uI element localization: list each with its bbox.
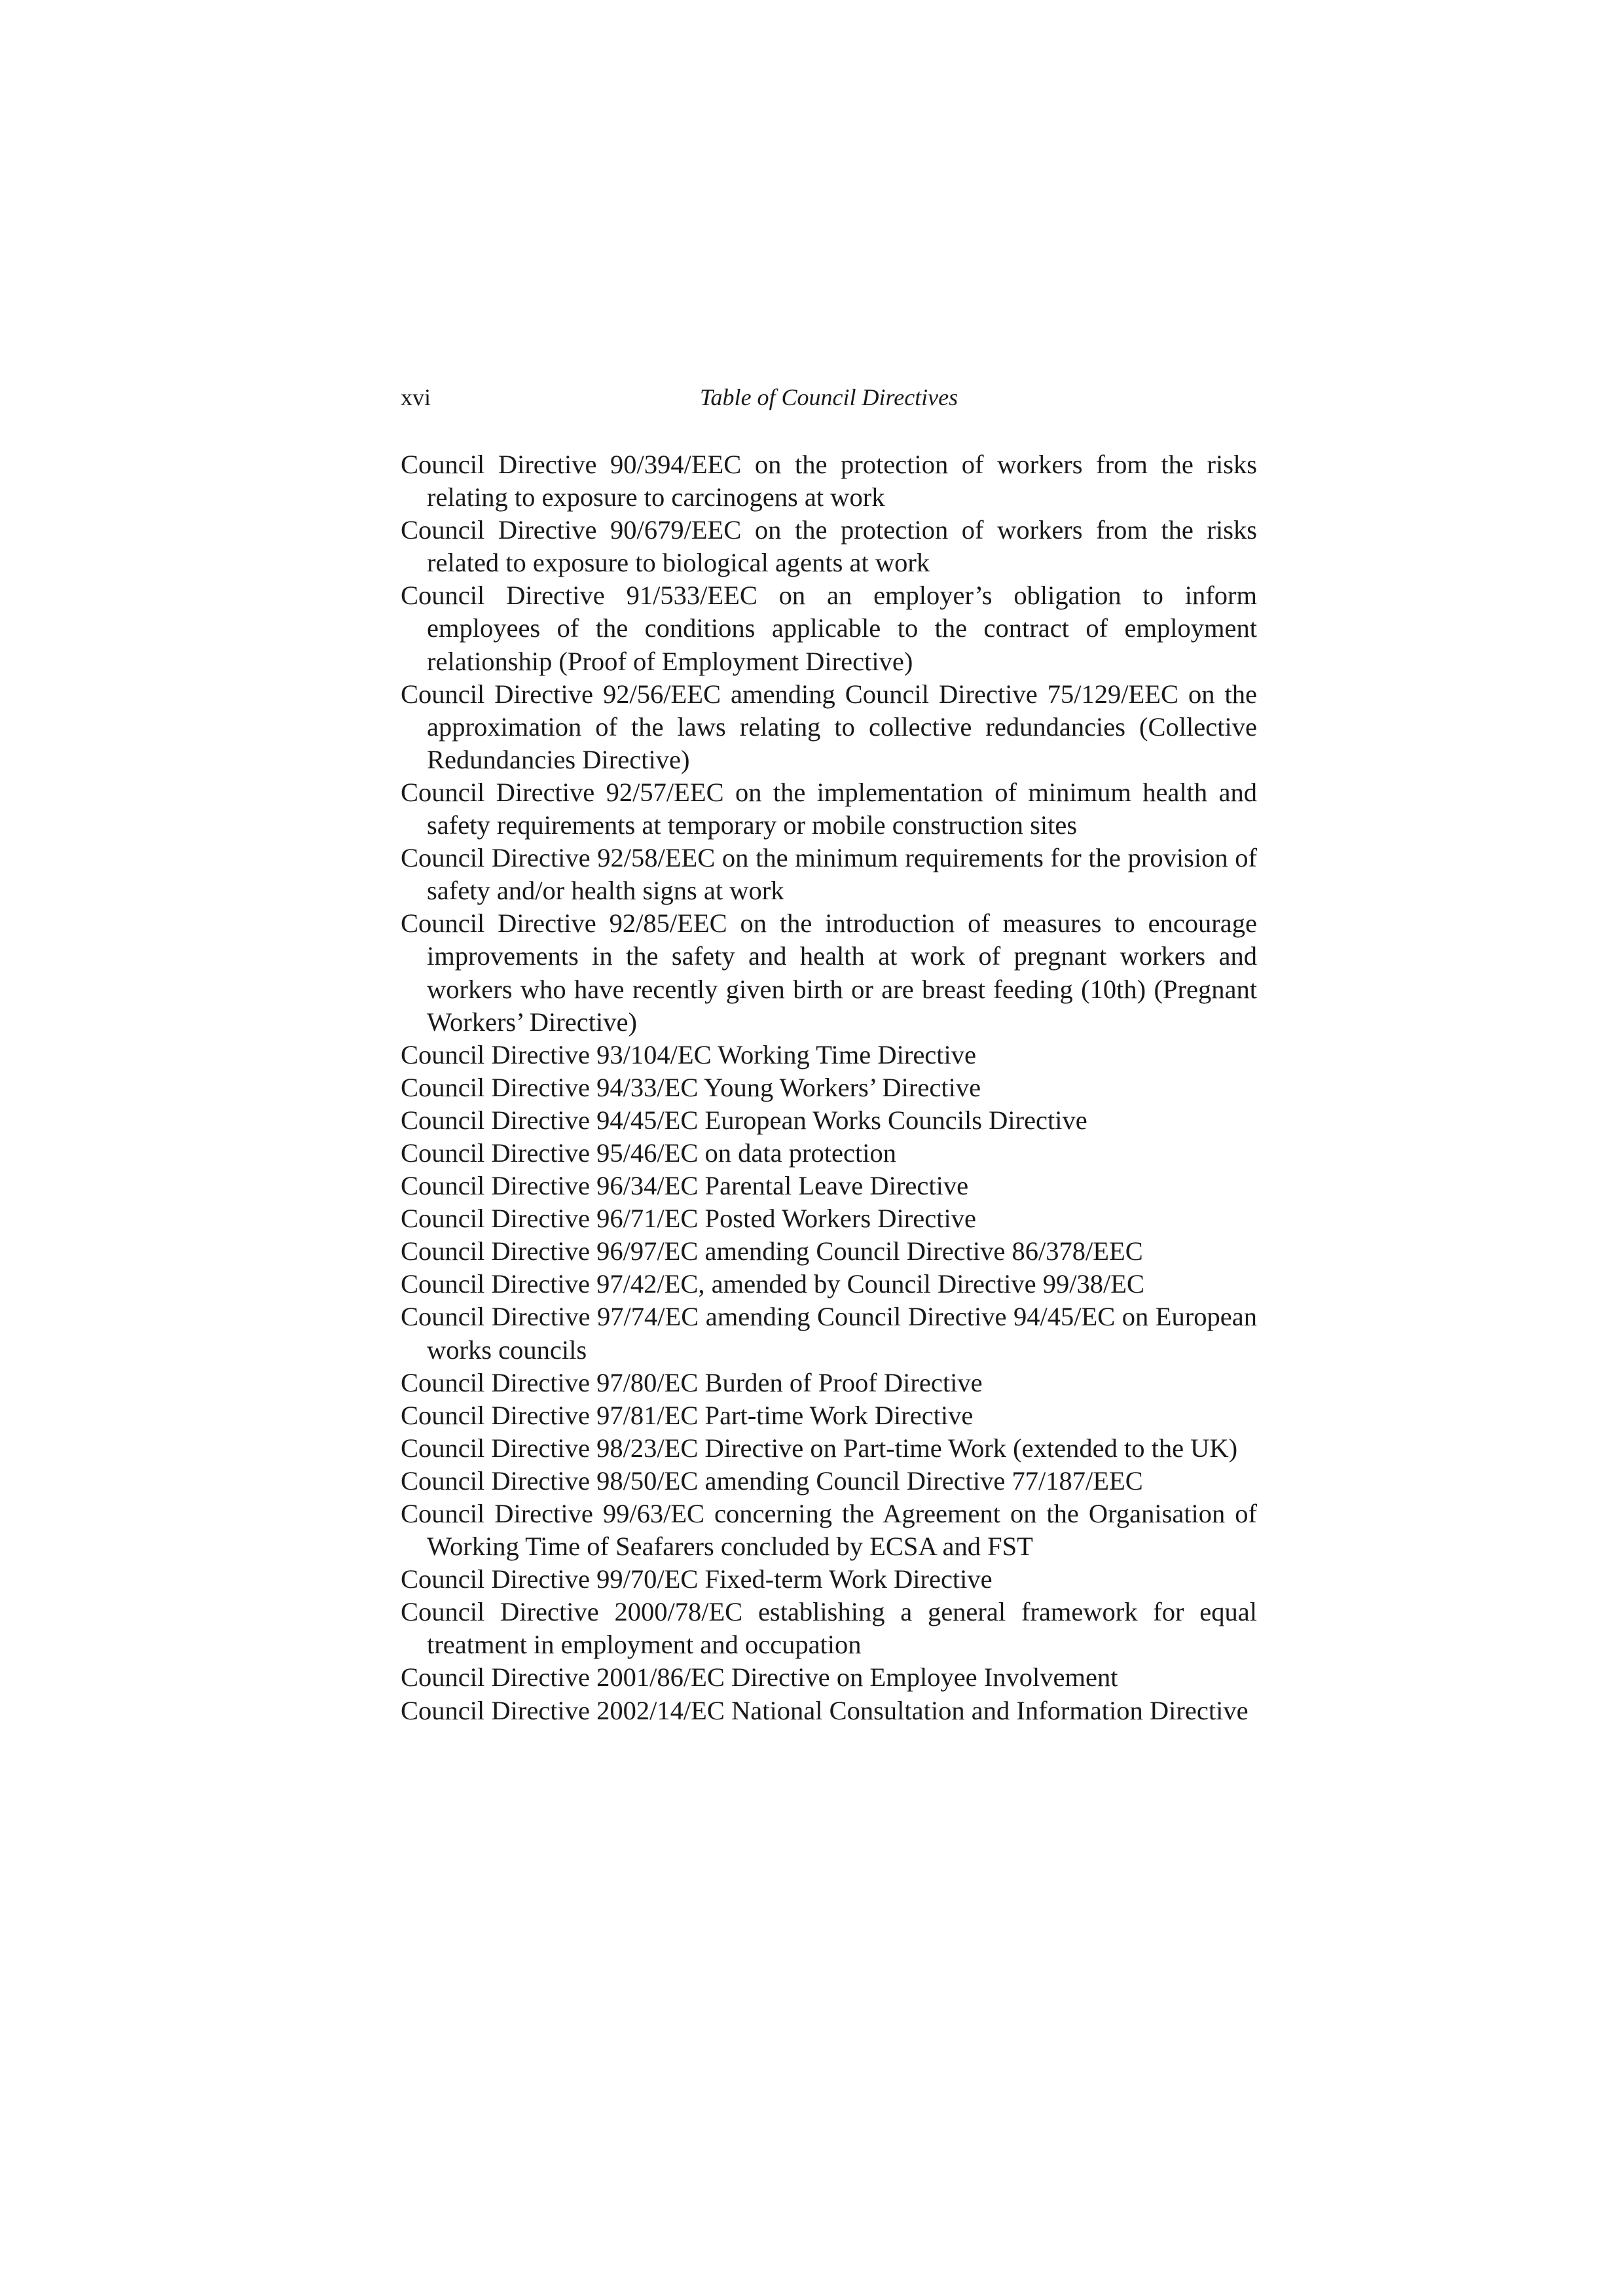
directive-entry: Council Directive 96/97/EC amending Council Directive 86/378/EEC	[401, 1236, 1143, 1266]
directive-entry: Council Directive 96/71/EC Posted Workers Directive	[401, 1204, 976, 1234]
directive-entry: Council Directive 2000/78/EC establishing a general framework for equal treatment in employment and occupation	[401, 1597, 1257, 1660]
directive-entry: Council Directive 92/85/EEC on the introduction of measures to encourage improvements in the safety and health at work of pregnant workers and workers who have recently given birth or are breast feeding (10th) (Pregnant Workers’ Directive)	[401, 908, 1257, 1037]
running-title: Table of Council Directives	[699, 384, 958, 410]
directive-entry: Council Directive 94/33/EC Young Workers’ Directive	[401, 1072, 981, 1102]
page-number: xvi	[401, 384, 431, 410]
directive-entry: Council Directive 97/74/EC amending Council Directive 94/45/EC on European works councils	[401, 1302, 1257, 1365]
directive-entry: Council Directive 92/56/EEC amending Council Directive 75/129/EEC on the approximation of the laws relating to collective redundancies (Collective Redundancies Directive)	[401, 679, 1257, 774]
directive-entry: Council Directive 96/34/EC Parental Leave Directive	[401, 1171, 969, 1201]
directives-list	[401, 448, 1257, 1727]
directive-entry: Council Directive 92/57/EEC on the implementation of minimum health and safety requirements at temporary or mobile construction sites	[401, 777, 1257, 840]
directive-entry: Council Directive 98/23/EC Directive on Part-time Work (extended to the UK)	[401, 1433, 1238, 1463]
directive-entry: Council Directive 97/81/EC Part-time Work Directive	[401, 1400, 974, 1430]
directive-entry: Council Directive 95/46/EC on data protection	[401, 1138, 896, 1168]
directive-entry: Council Directive 90/394/EEC on the protection of workers from the risks relating to exposure to carcinogens at work	[401, 450, 1257, 512]
directive-entry: Council Directive 2002/14/EC National Consultation and Information Directive	[401, 1695, 1249, 1725]
directive-entry: Council Directive 90/679/EEC on the protection of workers from the risks related to exposure to biological agents at work	[401, 515, 1257, 578]
directive-entry: Council Directive 98/50/EC amending Council Directive 77/187/EEC	[401, 1465, 1143, 1496]
directive-entry: Council Directive 97/42/EC, amended by Council Directive 99/38/EC	[401, 1269, 1145, 1299]
directive-entry: Council Directive 91/533/EEC on an employer’s obligation to inform employees of the conditions applicable to the contract of employment relationship (Proof of Employment Directive)	[401, 581, 1257, 676]
page-header	[401, 381, 1257, 414]
directive-entry: Council Directive 99/70/EC Fixed-term Work Directive	[401, 1564, 993, 1594]
directive-entry: Council Directive 99/63/EC concerning the Agreement on the Organisation of Working Time of Seafarers concluded by ECSA and FST	[401, 1499, 1257, 1562]
directive-entry: Council Directive 2001/86/EC Directive on Employee Involvement	[401, 1662, 1118, 1693]
directive-entry: Council Directive 92/58/EEC on the minimum requirements for the provision of safety and/or health signs at work	[401, 843, 1257, 906]
directive-entry: Council Directive 93/104/EC Working Time Directive	[401, 1039, 977, 1069]
directive-entry: Council Directive 97/80/EC Burden of Proof Directive	[401, 1367, 983, 1397]
directive-entry: Council Directive 94/45/EC European Works Councils Directive	[401, 1105, 1087, 1135]
